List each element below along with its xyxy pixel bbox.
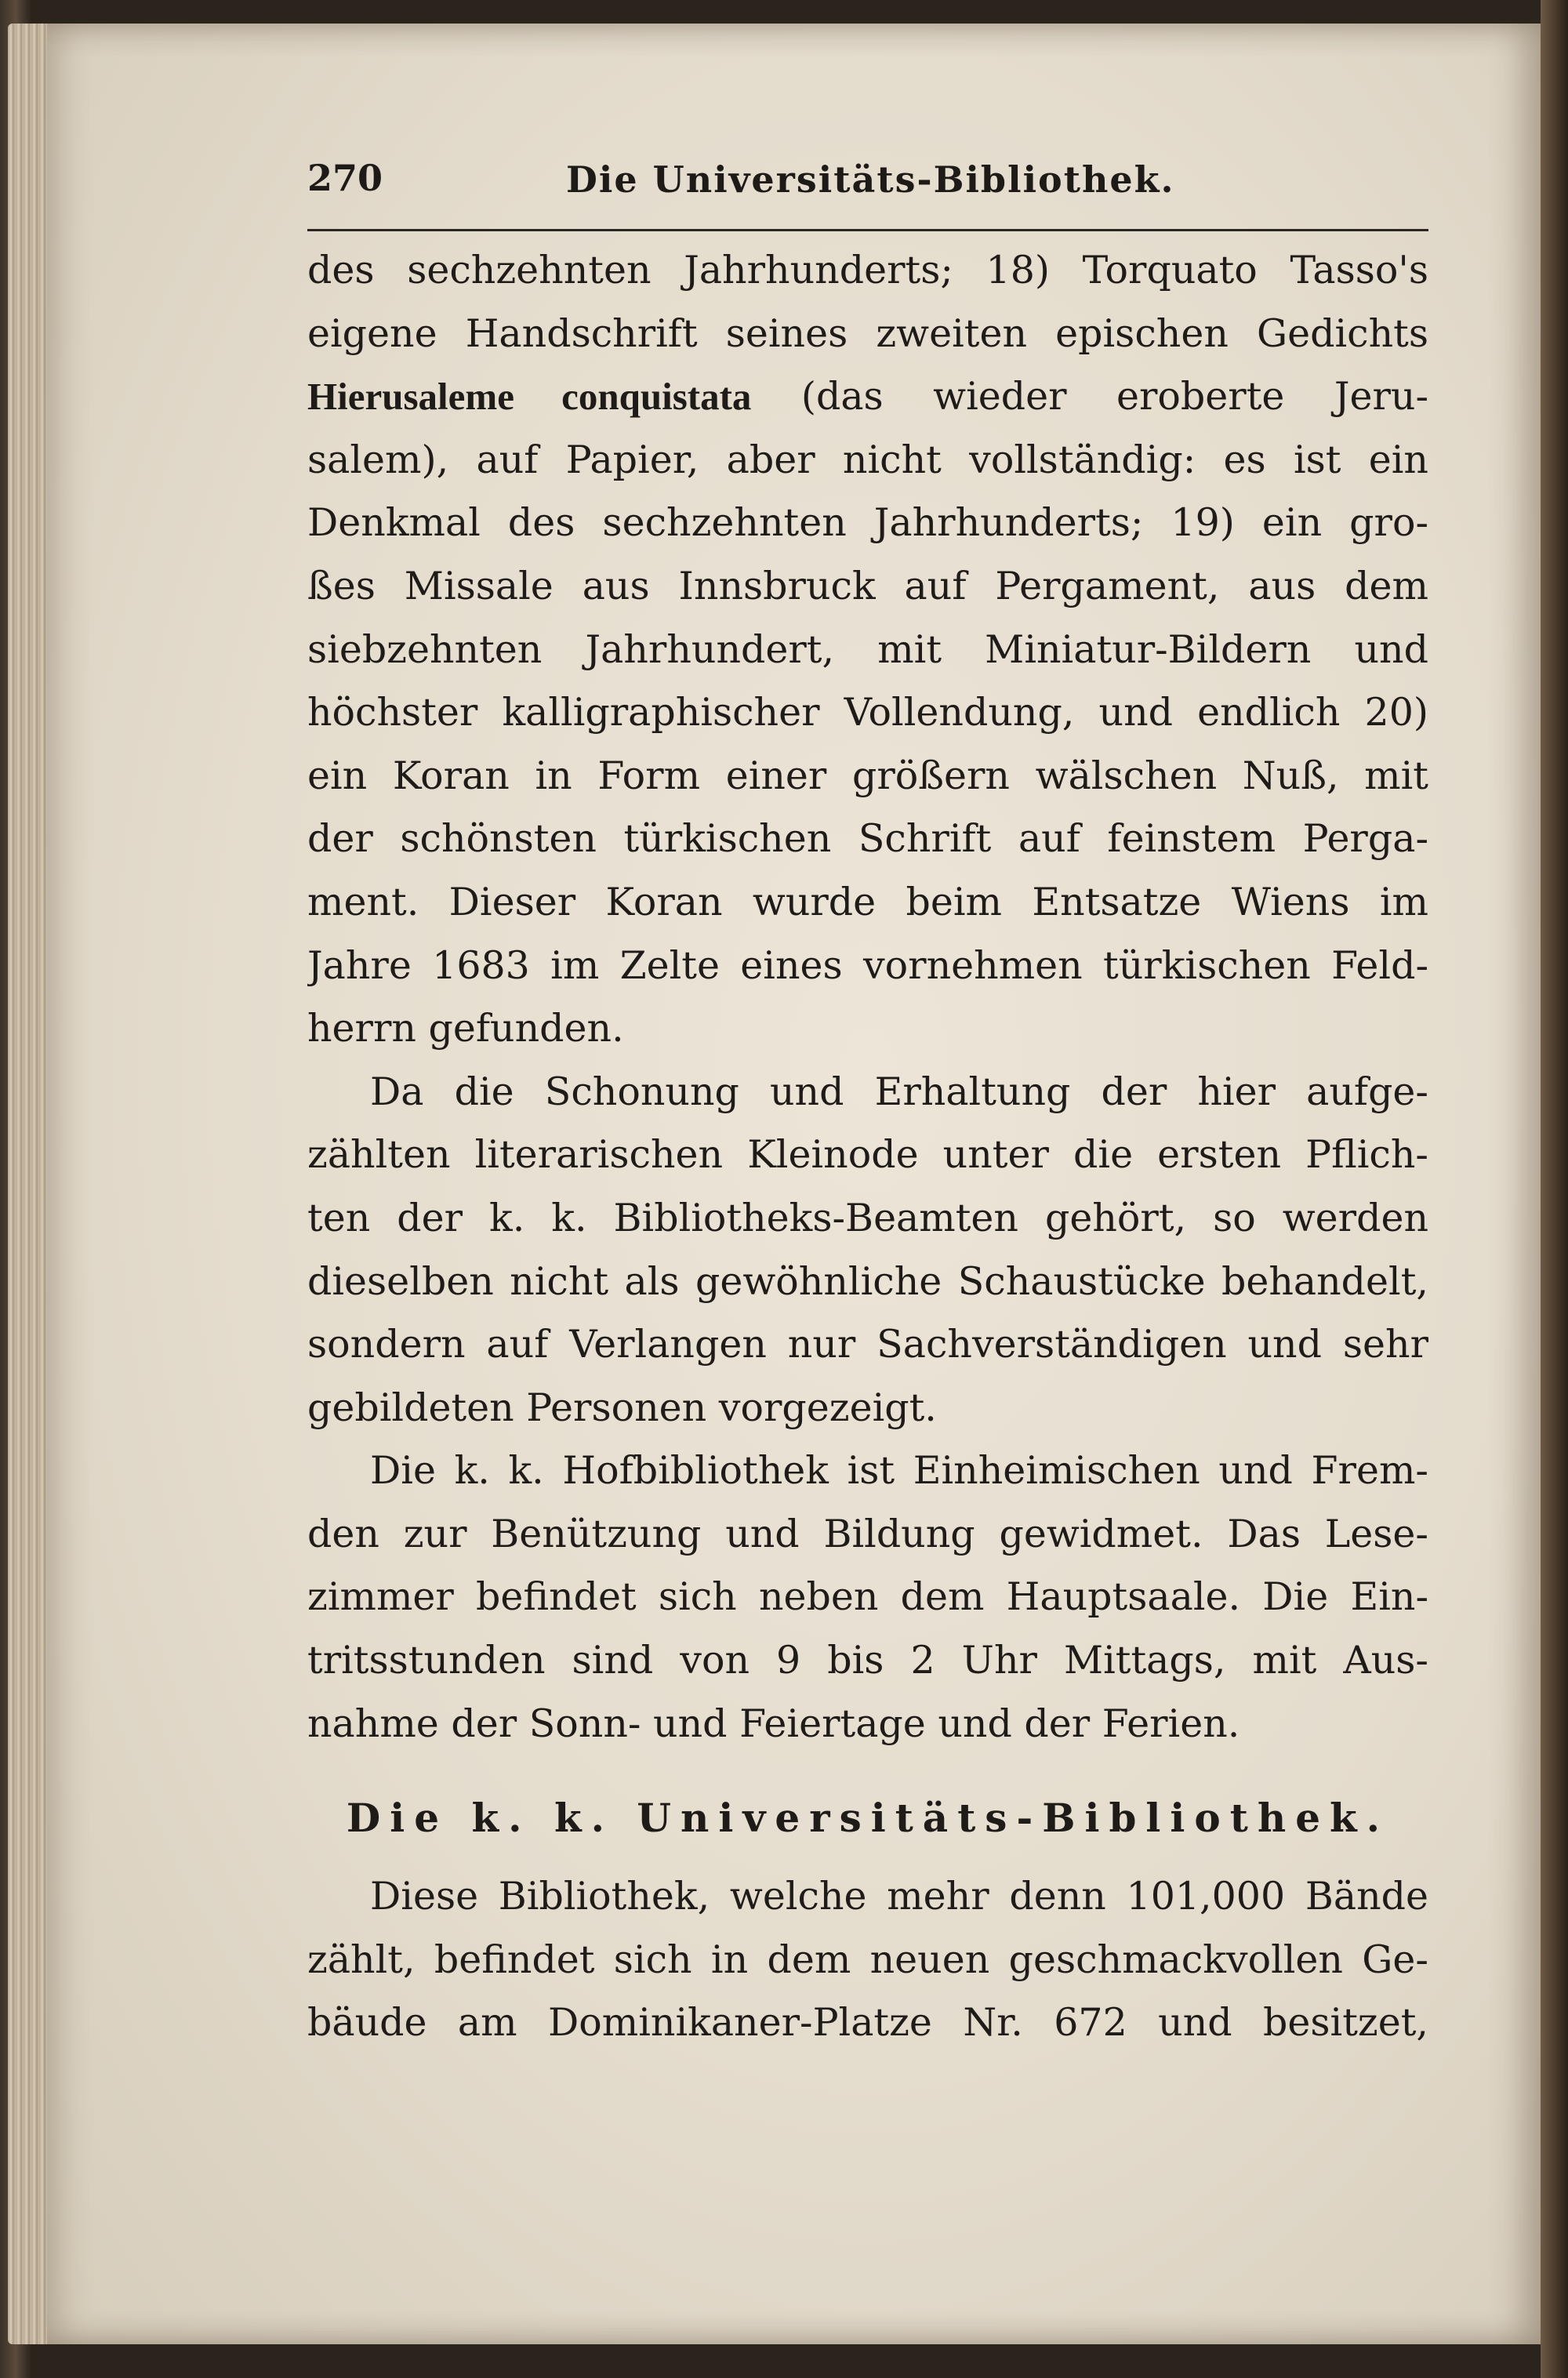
text-line: Diese Bibliothek, welche mehr denn 101,000 Bände	[370, 1874, 1428, 1919]
text-line: zimmer befindet sich neben dem Hauptsaale. Die Ein-	[307, 1574, 1428, 1620]
section-heading: Die k. k. Universitäts-Bibliothek.	[346, 1795, 1390, 1842]
text-line: bäude am Dominikaner-Platze Nr. 672 und besitzet,	[307, 2000, 1428, 2046]
text-line: salem), auf Papier, aber nicht vollständig: es ist ein	[307, 437, 1428, 482]
text-line: gebildeten Personen vorgezeigt.	[307, 1385, 937, 1430]
header-rule	[307, 229, 1428, 231]
text-line: sondern auf Verlangen nur Sachverständigen und sehr	[307, 1322, 1428, 1367]
body-text	[307, 239, 1428, 2055]
text-line: zählten literarischen Kleinode unter die ersten Pflich-	[307, 1132, 1428, 1178]
text-line: ßes Missale aus Innsbruck auf Pergament, aus dem	[307, 563, 1428, 608]
right-binding-shadow	[1541, 0, 1568, 2378]
text-line-latin-title	[307, 365, 1428, 429]
text-line: herrn gefunden.	[307, 1006, 624, 1051]
text-line: Die k. k. Hofbibliothek ist Einheimischen und Frem-	[370, 1448, 1428, 1494]
text-line: der schönsten türkischen Schrift auf feinstem Perga-	[307, 816, 1428, 862]
running-head: Die Universitäts-Bibliothek.	[566, 158, 1175, 201]
text-line: höchster kalligraphischer Vollendung, und endlich 20)	[307, 690, 1428, 735]
text-line: nahme der Sonn- und Feiertage und der Ferien.	[307, 1701, 1240, 1746]
text-line: eigene Handschrift seines zweiten epischen Gedichts	[307, 310, 1428, 356]
text-line: ten der k. k. Bibliotheks-Beamten gehört, so werden	[307, 1195, 1428, 1240]
text-span: (das wieder eroberte Jeru-	[751, 374, 1428, 419]
text-line: siebzehnten Jahrhundert, mit Miniatur-Bildern und	[307, 626, 1428, 672]
text-line: ment. Dieser Koran wurde beim Entsatze Wiens im	[307, 879, 1428, 924]
text-line: dieselben nicht als gewöhnliche Schaustücke behandelt,	[307, 1258, 1428, 1304]
text-line: des sechzehnten Jahrhunderts; 18) Torquato Tasso's	[307, 248, 1428, 292]
text-line: Jahre 1683 im Zelte eines vornehmen türkischen Feld-	[307, 942, 1428, 988]
latin-title: Hierusaleme conquistata	[307, 375, 752, 419]
page-header	[307, 157, 1428, 220]
page-number: 270	[307, 157, 383, 199]
text-line: zählt, befindet sich in dem neuen geschmackvollen Ge-	[307, 1937, 1428, 1982]
text-line: Denkmal des sechzehnten Jahrhunderts; 19) ein gro-	[307, 500, 1428, 546]
text-line: tritsstunden sind von 9 bis 2 Uhr Mittags, mit Aus-	[307, 1638, 1428, 1683]
text-line: Da die Schonung und Erhaltung der hier aufge-	[370, 1069, 1428, 1114]
text-line: den zur Benützung und Bildung gewidmet. Das Lese-	[307, 1511, 1428, 1556]
text-line: ein Koran in Form einer größern wälschen Nuß, mit	[307, 753, 1428, 798]
